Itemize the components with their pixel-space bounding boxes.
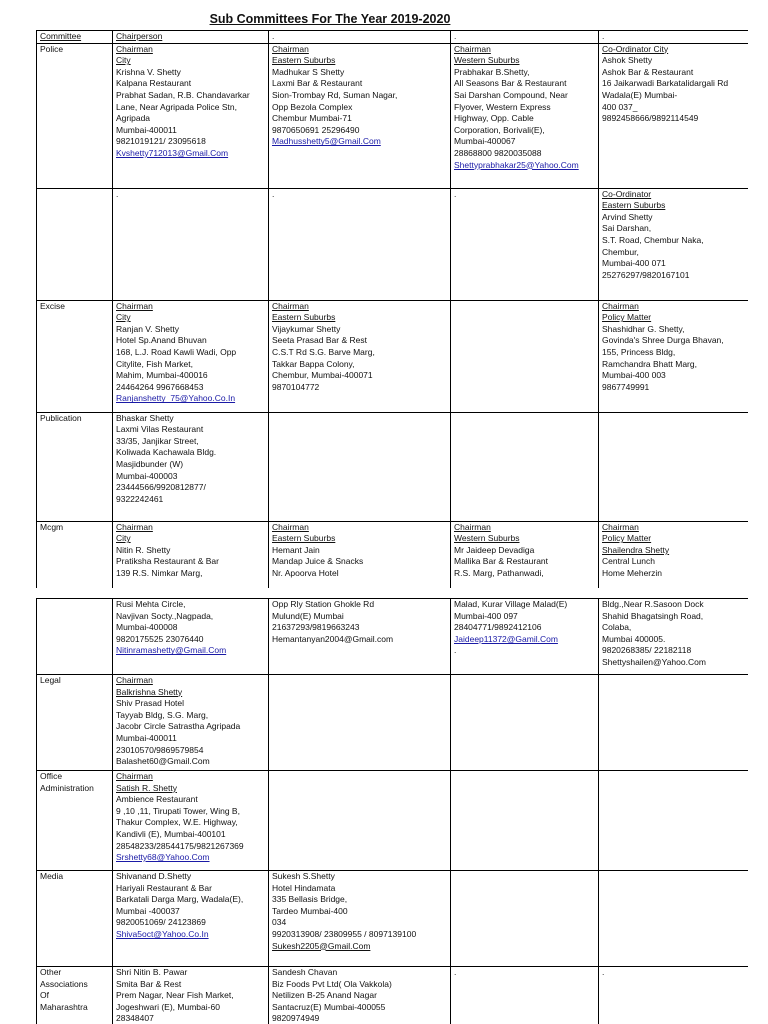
- page-title: Sub Committees For The Year 2019-2020: [209, 12, 451, 26]
- empty-cell: [269, 675, 451, 771]
- legal-cell: Chairman Balkrishna Shetty Shiv Prasad Hotel Tayyab Bldg, S.G. Marg, Jacobr Circle Satrastha Agripada Mumbai-400011 23010570/9869579854 Balashet60@Gmail.Com: [113, 675, 269, 771]
- eastern-coordinator-cell: Co-Ordinator Eastern Suburbs Arvind Shetty Sai Darshan, S.T. Road, Chembur Naka, Chembur, Mumbai-400 071 25276297/9820167101: [599, 188, 749, 300]
- dot-cell: .: [451, 967, 599, 1024]
- header-col4: .: [451, 31, 599, 44]
- media-cell-1: Shivanand D.Shetty Hariyali Restaurant & Bar Barkatali Darga Marg, Wadala(E), Mumbai -400037 9820051069/ 24123869 Shiva5oct@Yahoo.Co.In: [113, 871, 269, 967]
- mcgm-city-cell-cont: Rusi Mehta Circle, Navjivan Socty.,Nagpada, Mumbai-400008 9820175525 23076440 Nitinramashetty@Gmail.Com: [113, 599, 269, 675]
- table-row-police: [37, 43, 749, 188]
- police-coordinator-cell: Co-Ordinator City Ashok Shetty Ashok Bar & Restaurant 16 Jaikarwadi Barkatalidargali Rd Wadala(E) Mumbai- 400 037_ 9892458666/9892114549: [599, 43, 749, 188]
- empty-cell: [451, 871, 599, 967]
- empty-cell: [451, 675, 599, 771]
- empty-cell: [599, 771, 749, 871]
- mcgm-western-cell: Chairman Western Suburbs Mr Jaideep Devadiga Mallika Bar & Restaurant R.S. Marg, Pathanwadi,: [451, 521, 599, 588]
- committee-label: Excise: [37, 300, 113, 412]
- mcgm-western-cell-cont: Malad, Kurar Village Malad(E) Mumbai-400 097 28404771/9892412106 Jaideep11372@Gamil.Com .: [451, 599, 599, 675]
- email-link[interactable]: Nitinramashetty@Gmail.Com: [116, 645, 227, 656]
- table-row-excise: [37, 300, 749, 412]
- other-cell-2: Sandesh Chavan Biz Foods Pvt Ltd( Ola Vakkola) Netilizen B-25 Anand Nagar Santacruz(E) Mumbai-400055 9820974949: [269, 967, 451, 1024]
- excise-policy-cell: Chairman Policy Matter Shashidhar G. Shetty, Govinda's Shree Durga Bhavan, 155, Princess Bldg, Ramchandra Bhatt Marg, Mumbai-400 003 9867749991: [599, 300, 749, 412]
- empty-cell: [37, 599, 113, 675]
- email-link[interactable]: Ranjanshetty_75@Yahoo.Co.In: [116, 393, 236, 404]
- mcgm-policy-cell: Chairman Policy Matter Shailendra Shetty Central Lunch Home Meherzin: [599, 521, 749, 588]
- police-western-cell: Chairman Western Suburbs Prabhakar B.Shetty, All Seasons Bar & Restaurant Sai Darshan Compound, Near Flyover, Western Express Highway, Opp. Cable Corporation, Borivali(E), Mumbai-400067 28868800 9820035088 Shettyprabhakar25@Yahoo.Com: [451, 43, 599, 188]
- empty-cell: [37, 188, 113, 300]
- header-col3: .: [269, 31, 451, 44]
- email-link[interactable]: Kvshetty712013@Gmail.Com: [116, 147, 229, 158]
- police-eastern-cell: Chairman Eastern Suburbs Madhukar S Shetty Laxmi Bar & Restaurant Sion-Trombay Rd, Suman Nagar, Opp Bezola Complex Chembur Mumbai-71 9870650691 25296490 Madhusshetty5@Gmail.Com: [269, 43, 451, 188]
- mcgm-city-cell: Chairman City Nitin R. Shetty Pratiksha Restaurant & Bar 139 R.S. Nimkar Marg,: [113, 521, 269, 588]
- mcgm-eastern-cell: Chairman Eastern Suburbs Hemant Jain Mandap Juice & Snacks Nr. Apoorva Hotel: [269, 521, 451, 588]
- dot-cell: .: [451, 188, 599, 300]
- dot-cell: .: [599, 967, 749, 1024]
- table-row-mcgm-continued: [37, 599, 749, 675]
- empty-cell: [269, 412, 451, 521]
- empty-cell: [599, 675, 749, 771]
- header-chairperson: Chairperson: [113, 31, 269, 44]
- table-row-other-associations: [37, 967, 749, 1024]
- dot-cell: .: [269, 188, 451, 300]
- media-cell-2: Sukesh S.Shetty Hotel Hindamata 335 Bellasis Bridge, Tardeo Mumbai-400 034 9920313908/ 23809955 / 8097139100 Sukesh2205@Gmail.Com: [269, 871, 451, 967]
- publication-cell: Bhaskar Shetty Laxmi Vilas Restaurant 33/35, Janjikar Street, Koliwada Kachawala Bldg. Masjidbunder (W) Mumbai-400003 23444566/9920812877/ 9322242461: [113, 412, 269, 521]
- committee-table: [36, 30, 748, 588]
- committee-label: Police: [37, 43, 113, 188]
- table-row-legal: [37, 675, 749, 771]
- committee-label: Publication: [37, 412, 113, 521]
- mcgm-policy-cell-cont: Bldg.,Near R.Sasoon Dock Shahid Bhagatsingh Road, Colaba, Mumbai 400005. 9820268385/ 22182118 Shettyshailen@Yahoo.Com: [599, 599, 749, 675]
- email-link[interactable]: Sukesh2205@Gmail.Com: [272, 940, 371, 951]
- committee-label: Office Administration: [37, 771, 113, 871]
- page-break: [0, 588, 768, 598]
- empty-cell: [599, 871, 749, 967]
- empty-cell: [451, 412, 599, 521]
- empty-cell: [451, 771, 599, 871]
- committee-label: Media: [37, 871, 113, 967]
- table-row-coordinator: [37, 188, 749, 300]
- committee-label: Mcgm: [37, 521, 113, 588]
- committee-label: Other Associations Of Maharashtra: [37, 967, 113, 1024]
- empty-cell: [451, 300, 599, 412]
- dot-cell: .: [113, 188, 269, 300]
- other-cell-1: Shri Nitin B. Pawar Smita Bar & Rest Prem Nagar, Near Fish Market, Jogeshwari (E), Mumbai-60 28348407: [113, 967, 269, 1024]
- email-link[interactable]: Srshetty68@Yahoo.Com: [116, 852, 210, 863]
- office-cell: Chairman Satish R. Shetty Ambience Restaurant 9 ,10 ,11, Tirupati Tower, Wing B, Thakur Complex, W.E. Highway, Kandivli (E), Mumbai-400101 28548233/28544175/9821267369 Srshetty68@Yahoo.Com: [113, 771, 269, 871]
- table-row-media: [37, 871, 749, 967]
- header-col5: .: [599, 31, 749, 44]
- empty-cell: [269, 771, 451, 871]
- table-page-1: [36, 30, 748, 588]
- committee-table-continued: [36, 598, 748, 1024]
- mcgm-eastern-cell-cont: Opp Rly Station Ghokle Rd Mulund(E) Mumbai 21637293/9819663243 Hemantanyan2004@Gmail.com: [269, 599, 451, 675]
- email-link[interactable]: Shettyprabhakar25@Yahoo.Com: [454, 159, 579, 170]
- table-row-publication: [37, 412, 749, 521]
- excise-city-cell: Chairman City Ranjan V. Shetty Hotel Sp.Anand Bhuvan 168, L.J. Road Kawli Wadi, Opp Citylite, Fish Market, Mahim, Mumbai-400016 24464264 9967668453 Ranjanshetty_75@Yahoo.Co.In: [113, 300, 269, 412]
- table-row-office-administration: [37, 771, 749, 871]
- committee-label: Legal: [37, 675, 113, 771]
- email-link[interactable]: Jaideep11372@Gamil.Com: [454, 633, 558, 644]
- header-row: [37, 31, 749, 44]
- table-row-mcgm: [37, 521, 749, 588]
- email-link[interactable]: Shiva5oct@Yahoo.Co.In: [116, 928, 209, 939]
- police-city-cell: Chairman City Krishna V. Shetty Kalpana Restaurant Prabhat Sadan, R.B. Chandavarkar Lane, Near Agripada Police Stn, Agripada Mumbai-400011 9821019121/ 23095618 Kvshetty712013@Gmail.Com: [113, 43, 269, 188]
- header-committee: Committee: [37, 31, 113, 44]
- empty-cell: [599, 412, 749, 521]
- email-link[interactable]: Madhusshetty5@Gmail.Com: [272, 136, 381, 147]
- table-page-2: [36, 598, 748, 1024]
- excise-eastern-cell: Chairman Eastern Suburbs Vijaykumar Shetty Seeta Prasad Bar & Rest C.S.T Rd S.G. Barve Marg, Takkar Bappa Colony, Chembur, Mumbai-400071 9870104772: [269, 300, 451, 412]
